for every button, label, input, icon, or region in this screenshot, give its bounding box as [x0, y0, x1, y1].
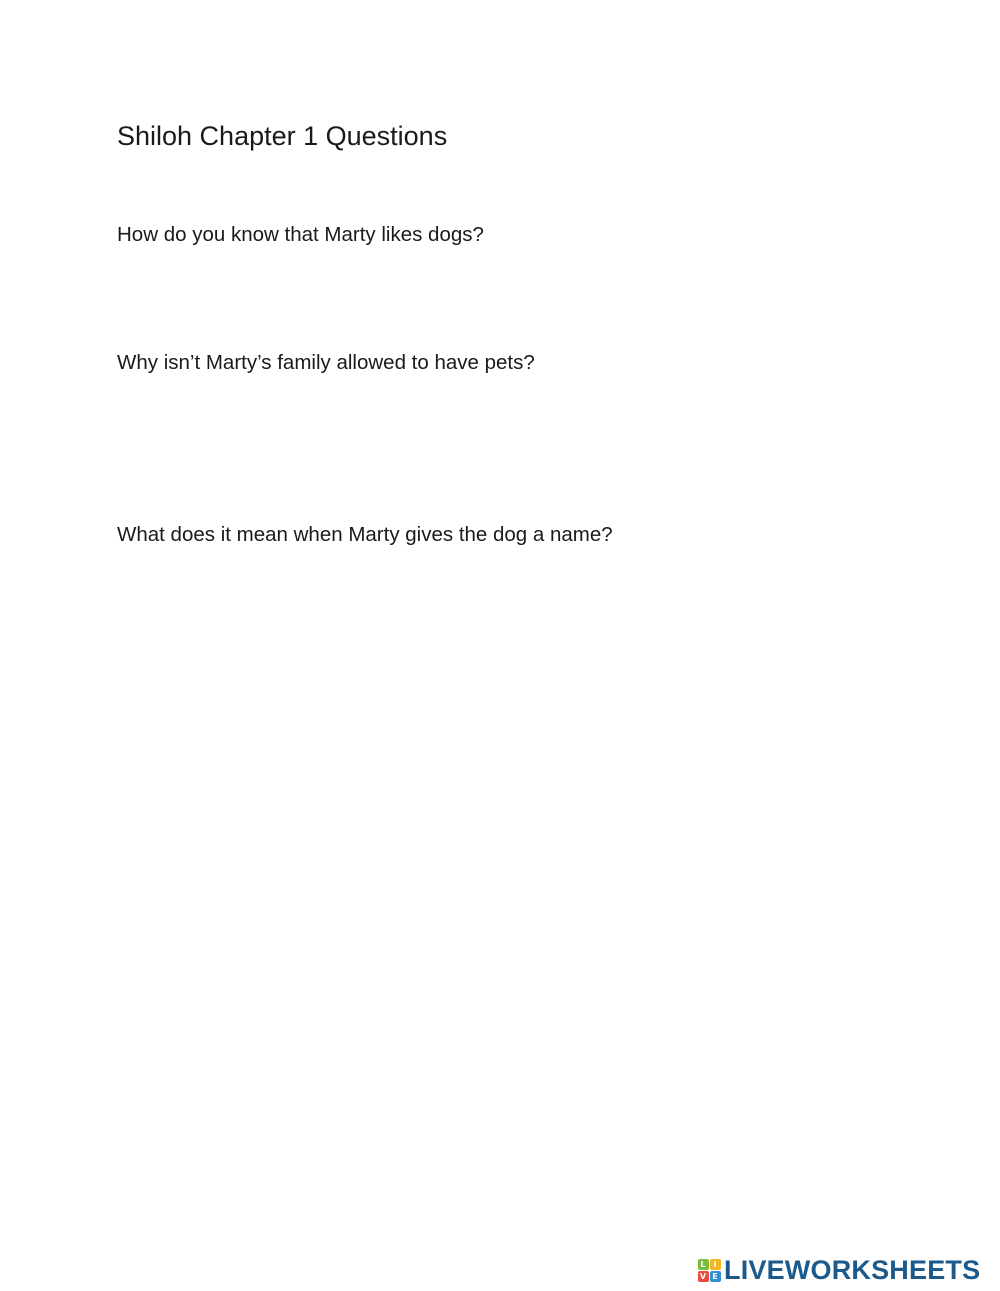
logo-letter-e: E	[710, 1271, 721, 1282]
question-1: How do you know that Marty likes dogs?	[117, 223, 484, 246]
brand-wordmark: LIVEWORKSHEETS	[724, 1255, 981, 1285]
worksheet-title: Shiloh Chapter 1 Questions	[117, 121, 448, 151]
liveworksheets-brand	[697, 1255, 980, 1285]
liveworksheets-logo-icon	[697, 1258, 721, 1282]
question-3: What does it mean when Marty gives the dog a name?	[117, 523, 613, 546]
logo-letter-i: I	[710, 1259, 721, 1270]
question-2: Why isn’t Marty’s family allowed to have pets?	[117, 351, 535, 374]
logo-letter-v: V	[698, 1271, 709, 1282]
logo-letter-l: L	[698, 1259, 709, 1270]
